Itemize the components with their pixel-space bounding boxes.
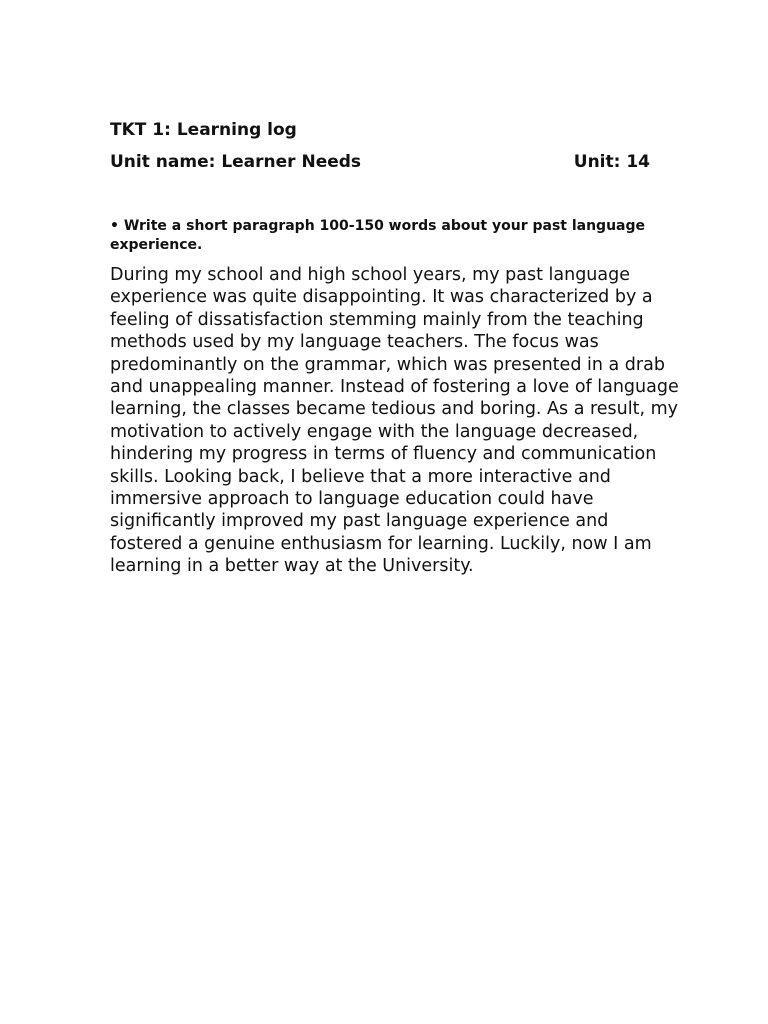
response-paragraph: During my school and high school years, my past language experience was quite disappointing. It was characterized by a feeling of dissatisfaction stemming mainly from the teaching methods used by my language teachers. The focus was predominantly on the grammar, which was presented in a drab and unappealing manner. Instead of fostering a love of language learning, the classes became tedious and boring. As a result, my motivation to actively engage with the language decreased, hindering my progress in terms of fluency and communication skills. Looking back, I believe that a more interactive and immersive approach to language education could have significantly improved my past language experience and fostered a genuine enthusiasm for learning. Luckily, now I am learning in a better way at the University. <box>110 265 679 577</box>
unit-header-row <box>110 152 650 176</box>
assignment-prompt: • Write a short paragraph 100-150 words about your past language experience. <box>110 218 646 253</box>
document-title: TKT 1: Learning log <box>110 120 297 140</box>
unit-name-label: Unit name: Learner Needs <box>110 152 362 172</box>
unit-number-label: Unit: 14 <box>573 152 650 172</box>
